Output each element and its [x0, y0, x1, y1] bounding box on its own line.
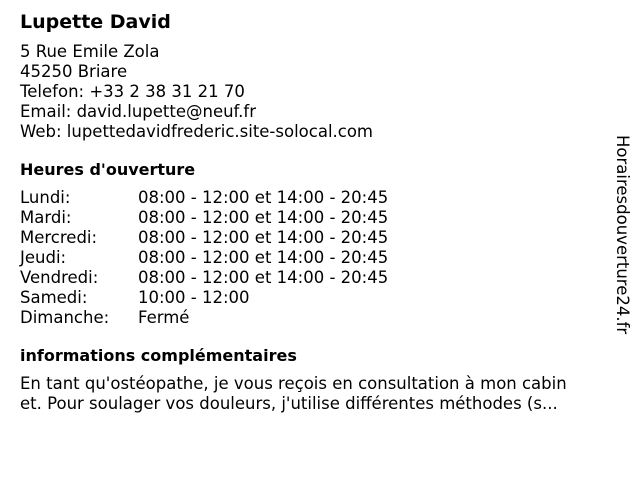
day-label: Mardi: — [20, 208, 72, 227]
day-label: Samedi: — [20, 288, 88, 307]
hours-table — [20, 188, 605, 328]
day-label: Jeudi: — [20, 248, 67, 267]
website-link[interactable]: Web: lupettedavidfrederic.site-solocal.com — [20, 122, 374, 141]
info-line-1: En tant qu'ostéopathe, je vous reçois en consultation à mon cabin — [20, 374, 567, 393]
day-label: Vendredi: — [20, 268, 99, 287]
business-name: Lupette David — [20, 11, 171, 33]
hours-row-monday — [20, 188, 605, 208]
time-range: 08:00 - 12:00 et 14:00 - 20:45 — [138, 208, 389, 227]
address-line-1: 5 Rue Emile Zola — [20, 42, 160, 61]
hours-title: Heures d'ouverture — [20, 160, 196, 179]
hours-row-sunday — [20, 308, 605, 328]
time-range: 08:00 - 12:00 et 14:00 - 20:45 — [138, 248, 389, 267]
hours-row-tuesday — [20, 208, 605, 228]
email-address[interactable]: Email: david.lupette@neuf.fr — [20, 102, 257, 121]
time-range: 08:00 - 12:00 et 14:00 - 20:45 — [138, 188, 389, 207]
info-line-2: et. Pour soulager vos douleurs, j'utilise différentes méthodes (s... — [20, 394, 558, 413]
hours-row-saturday — [20, 288, 605, 308]
hours-row-wednesday — [20, 228, 605, 248]
info-title: informations complémentaires — [20, 346, 297, 365]
time-range: 08:00 - 12:00 et 14:00 - 20:45 — [138, 268, 389, 287]
site-brand-label: Horairesdouverture24.fr — [613, 135, 632, 335]
day-label: Mercredi: — [20, 228, 98, 247]
hours-row-thursday — [20, 248, 605, 268]
phone-number[interactable]: Telefon: +33 2 38 31 21 70 — [20, 82, 245, 101]
business-card — [20, 10, 605, 414]
day-label: Dimanche: — [20, 308, 110, 327]
time-range: 10:00 - 12:00 — [138, 288, 250, 307]
hours-row-friday — [20, 268, 605, 288]
time-range: 08:00 - 12:00 et 14:00 - 20:45 — [138, 228, 389, 247]
day-label: Lundi: — [20, 188, 71, 207]
address-line-2: 45250 Briare — [20, 62, 128, 81]
time-range: Fermé — [138, 308, 190, 327]
